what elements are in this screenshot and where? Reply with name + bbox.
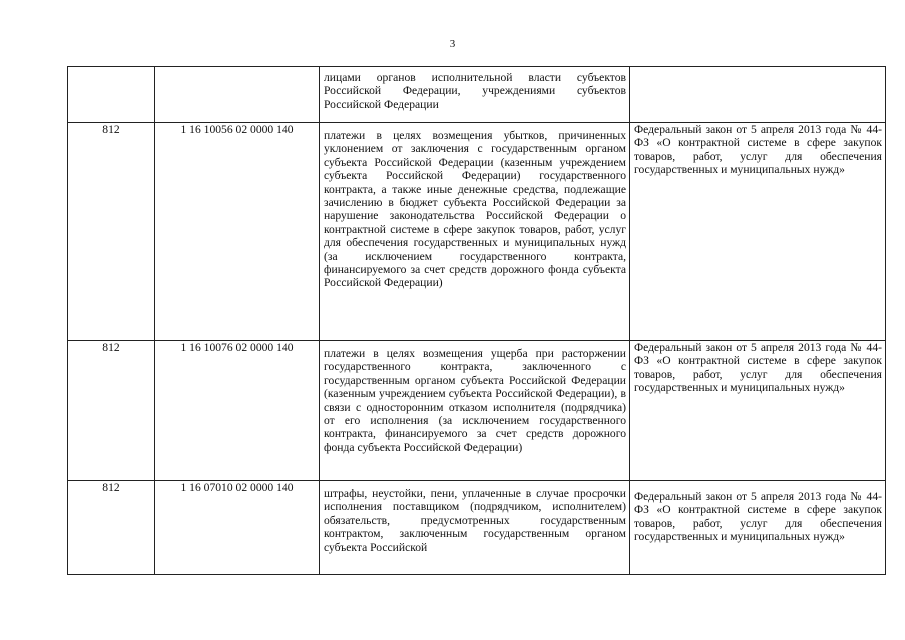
admin-code-cell: 812: [68, 341, 155, 481]
admin-code-cell: 812: [68, 123, 155, 341]
legal-basis-cell: [630, 341, 886, 481]
table-row: [68, 123, 886, 341]
table-row: [68, 481, 886, 575]
income-codes-table: [67, 66, 886, 575]
table-row: [68, 67, 886, 123]
description-cell: [320, 481, 630, 575]
legal-basis-text: Федеральный закон от 5 апреля 2013 года № 44-ФЗ «О контрактной системе в сфере закупок товаров, работ, услуг для обеспечения государственных и муниципальных нужд»: [634, 123, 882, 177]
legal-basis-text: Федеральный закон от 5 апреля 2013 года № 44-ФЗ «О контрактной системе в сфере закупок товаров, работ, услуг для обеспечения государственных и муниципальных нужд»: [634, 490, 882, 544]
description-text: штрафы, неустойки, пени, уплаченные в случае просрочки исполнения поставщиком (подрядчиком, исполнителем) обязательств, предусмотренных государственным контрактом, заключенным государственным органом субъекта Российской: [324, 487, 626, 554]
legal-basis-cell: [630, 123, 886, 341]
legal-basis-cell: [630, 481, 886, 575]
legal-basis-text: Федеральный закон от 5 апреля 2013 года № 44-ФЗ «О контрактной системе в сфере закупок товаров, работ, услуг для обеспечения государственных и муниципальных нужд»: [634, 341, 882, 395]
budget-code-cell: 1 16 07010 02 0000 140: [155, 481, 320, 575]
description-text: лицами органов исполнительной власти субъектов Российской Федерации, учреждениями субъектов Российской Федерации: [324, 71, 626, 111]
description-text: платежи в целях возмещения ущерба при расторжении государственного контракта, заключенного с государственным органом субъекта Российской Федерации (казенным учреждением субъекта Российской Федерации), в связи с односторонним отказом исполнителя (подрядчика) от его исполнения (за исключением государственного контракта, финансируемого за счет средств дорожного фонда субъекта Российской Федерации): [324, 347, 626, 454]
budget-code-cell: 1 16 10056 02 0000 140: [155, 123, 320, 341]
description-cell: [320, 341, 630, 481]
budget-code-cell: [155, 67, 320, 123]
page-number: 3: [449, 38, 456, 50]
table-row: [68, 341, 886, 481]
description-text: платежи в целях возмещения убытков, причиненных уклонением от заключения с государственным органом субъекта Российской Федерации (казенным учреждением субъекта Российской Федерации) государственного контракта, а также иные денежные средства, подлежащие зачислению в бюджет субъекта Российской Федерации за нарушение законодательства Российской Федерации о контрактной системе в сфере закупок товаров, работ, услуг для обеспечения государственных и муниципальных нужд (за исключением государственного контракта, финансируемого за счет средств дорожного фонда субъекта Российской Федерации): [324, 129, 626, 290]
admin-code-cell: 812: [68, 481, 155, 575]
description-cell: [320, 67, 630, 123]
admin-code-cell: [68, 67, 155, 123]
legal-basis-cell: [630, 67, 886, 123]
budget-code-cell: 1 16 10076 02 0000 140: [155, 341, 320, 481]
description-cell: [320, 123, 630, 341]
